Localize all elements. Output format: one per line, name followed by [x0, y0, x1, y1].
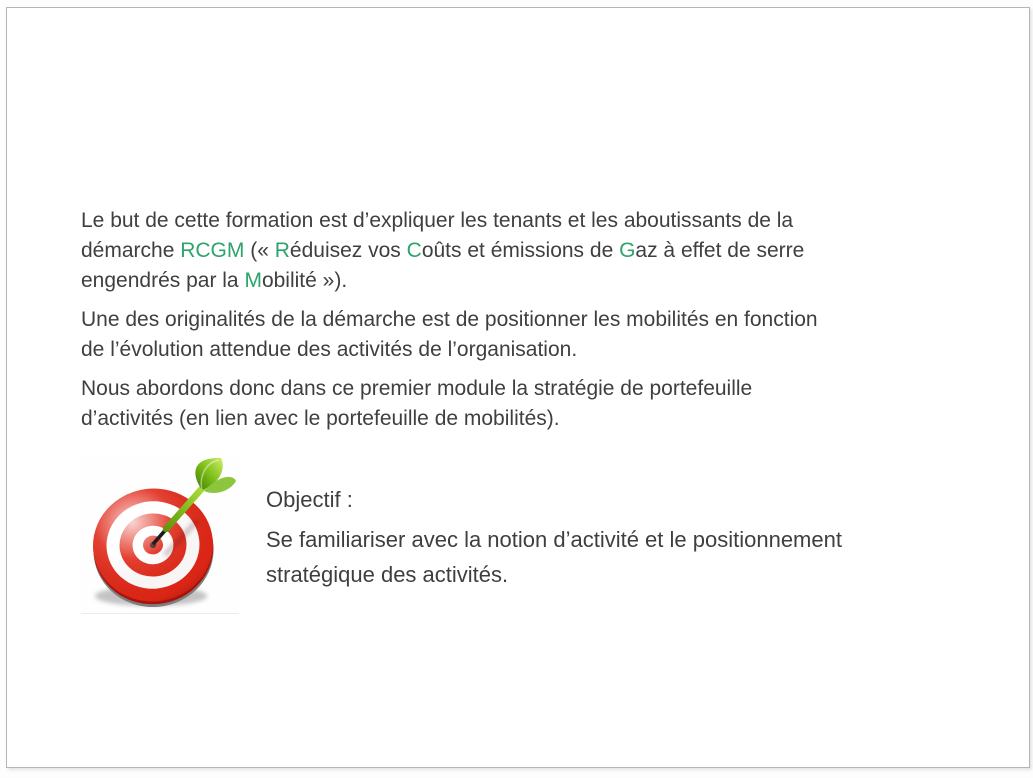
text-line: Se familiariser avec la notion d’activité et le positionnement	[266, 527, 842, 552]
green-initial: C	[406, 239, 422, 262]
text-line: d’activités (en lien avec le portefeuille de mobilités).	[81, 407, 560, 430]
intro-text	[81, 206, 996, 443]
text-line: Une des originalités de la démarche est de positionner les mobilités en fonction	[81, 308, 818, 331]
text-line: Nous abordons donc dans ce premier module la stratégie de portefeuille	[81, 377, 753, 400]
green-initial: M	[244, 269, 262, 292]
text-segment: éduisez vos	[289, 239, 407, 262]
text-segment: («	[244, 239, 275, 262]
text-segment: engendrés par la	[81, 269, 245, 292]
text-line: stratégique des activités.	[266, 562, 509, 587]
text-segment: démarche	[81, 239, 181, 262]
paragraph-1	[81, 206, 996, 296]
green-initial: R	[274, 239, 290, 262]
text-line	[81, 266, 996, 296]
objective-body	[266, 522, 996, 592]
objective-text	[266, 482, 996, 592]
text-segment: oûts et émissions de	[421, 239, 620, 262]
green-initial: G	[619, 239, 636, 262]
text-line: Le but de cette formation est d’expliquer les tenants et les aboutissants de la	[81, 209, 794, 232]
objective-title: Objectif :	[266, 487, 353, 512]
text-line: de l’évolution attendue des activités de l’organisation.	[81, 338, 578, 361]
text-segment: obilité »).	[261, 269, 348, 292]
slide	[6, 7, 1030, 768]
rcgm-acronym: RCGM	[180, 239, 245, 262]
text-segment: az à effet de serre	[635, 239, 805, 262]
paragraph-3	[81, 374, 996, 434]
target-dart-image	[81, 455, 239, 614]
text-line	[81, 236, 996, 266]
target-dart-graphic	[81, 455, 239, 613]
paragraph-2	[81, 305, 996, 365]
